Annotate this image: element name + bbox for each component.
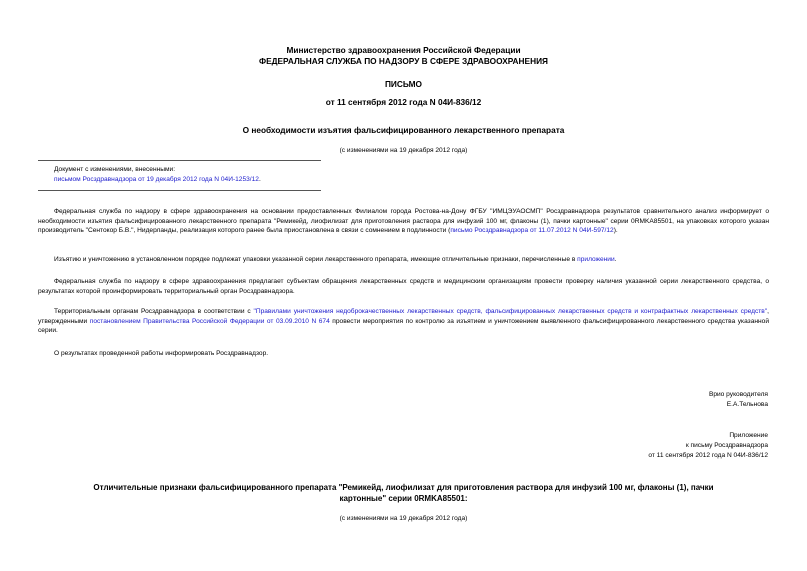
paragraph-3-text: Федеральная служба по надзору в сфере здравоохранения предлагает субъектам обращения лекарственных средств и медицинским организациям провести проверку наличия указанной серии лекарственного средства, о результатах которой проинформировать территориальный орган Росздравнадзора.	[38, 278, 769, 295]
destruction-rules-link[interactable]: "Правилами уничтожения недоброкачественных лекарственных средств, фальсифицированных лекарственных средств и контрафактных лекарственных средств"	[253, 308, 768, 315]
appendix-reference-date: от 11 сентября 2012 года N 04И-836/12	[648, 452, 768, 459]
signature-name: Е.А.Тельнова	[726, 401, 768, 408]
signature-position: Врио руководителя	[708, 391, 768, 398]
appendix-title	[0, 483, 807, 504]
document-type: ПИСЬМО	[384, 79, 423, 89]
government-decree-link[interactable]: постановлением Правительства Российской Федерации от 03.09.2010 N 674	[89, 317, 330, 325]
appendix-reference: к письму Росздравнадзора	[685, 442, 768, 449]
change-note-line: Документ с изменениями, внесенными:	[54, 166, 176, 173]
document-date-number: от 11 сентября 2012 года N 04И-836/12	[325, 97, 482, 107]
paragraph-1-link[interactable]: письмо Росздравнадзора от 11.07.2012 N 04И-597/12	[450, 227, 614, 235]
paragraph-2-text: Изъятию и уничтожению в установленном порядке подлежат упаковки указанной серии лекарственного препарата, имеющие отличительные признаки, перечисленные в	[54, 256, 578, 263]
amendment-note: (с изменениями на 19 декабря 2012 года)	[339, 147, 468, 154]
appendix-link[interactable]: приложении	[577, 256, 615, 263]
paragraph-2-end: .	[614, 256, 617, 263]
appendix-title-line-2: картонные" серии 0RMKA85501:	[339, 493, 468, 503]
note-top-rule	[38, 160, 321, 161]
change-note-link-dot: .	[258, 176, 261, 183]
ministry-name: Министерство здравоохранения Российской Федерации	[286, 45, 521, 55]
paragraph-4-text-a: Территориальным органам Росздравнадзора в соответствии с	[54, 308, 254, 315]
paragraph-5	[38, 349, 769, 359]
change-note-link-line	[54, 175, 261, 184]
paragraph-5-text: О результатах проведенной работы информировать Росздравнадзор.	[54, 350, 269, 357]
paragraph-4-text-c: провести мероприятия по контролю за изъятием и уничтожением выявленного фальсифицированного лекарственного средства указанной серии.	[38, 317, 770, 335]
change-note-link[interactable]: письмом Росздравнадзора от 19 декабря 2012 года N 04И-1253/12	[54, 176, 259, 183]
service-name: ФЕДЕРАЛЬНАЯ СЛУЖБА ПО НАДЗОРУ В СФЕРЕ ЗДРАВООХРАНЕНИЯ	[259, 56, 548, 66]
appendix-title-line-1: Отличительные признаки фальсифицированного препарата "Ремикейд, лиофилизат для приготовления раствора для инфузий 100 мг, флаконы (1), пачки	[93, 483, 714, 492]
appendix-label: Приложение	[729, 432, 768, 439]
paragraph-2	[38, 255, 769, 265]
paragraph-4-text-b: , утвержденными	[38, 308, 769, 325]
note-bottom-rule	[38, 190, 321, 191]
paragraph-3	[38, 277, 769, 296]
document-title: О необходимости изъятия фальсифицированного лекарственного препарата	[242, 125, 565, 135]
paragraph-1	[38, 207, 769, 236]
paragraph-1-end: ).	[613, 227, 618, 235]
paragraph-1-text: Федеральная служба по надзору в сфере здравоохранения на основании предоставленных Филиалом города Ростова-на-Дону ФГБУ "ИМЦЭУАОСМП" Росздравнадзора результатов сравнительного анализ информирует о необходимости изъятия фальсифицированного лекарственного препарата "Ремикейд, лиофилизат для приготовления раствора для инфузий 100 мг, флаконы (1), пачки картонные" серии 0RMKA85501, на упаковках которого указан производитель "Сентокор Б.В.", Нидерланды, реализация которого ранее была приостановлена в связи с сомнением в подлинности (	[38, 208, 769, 235]
appendix-amendment-note: (с изменениями на 19 декабря 2012 года)	[339, 515, 468, 522]
paragraph-4	[38, 307, 769, 336]
